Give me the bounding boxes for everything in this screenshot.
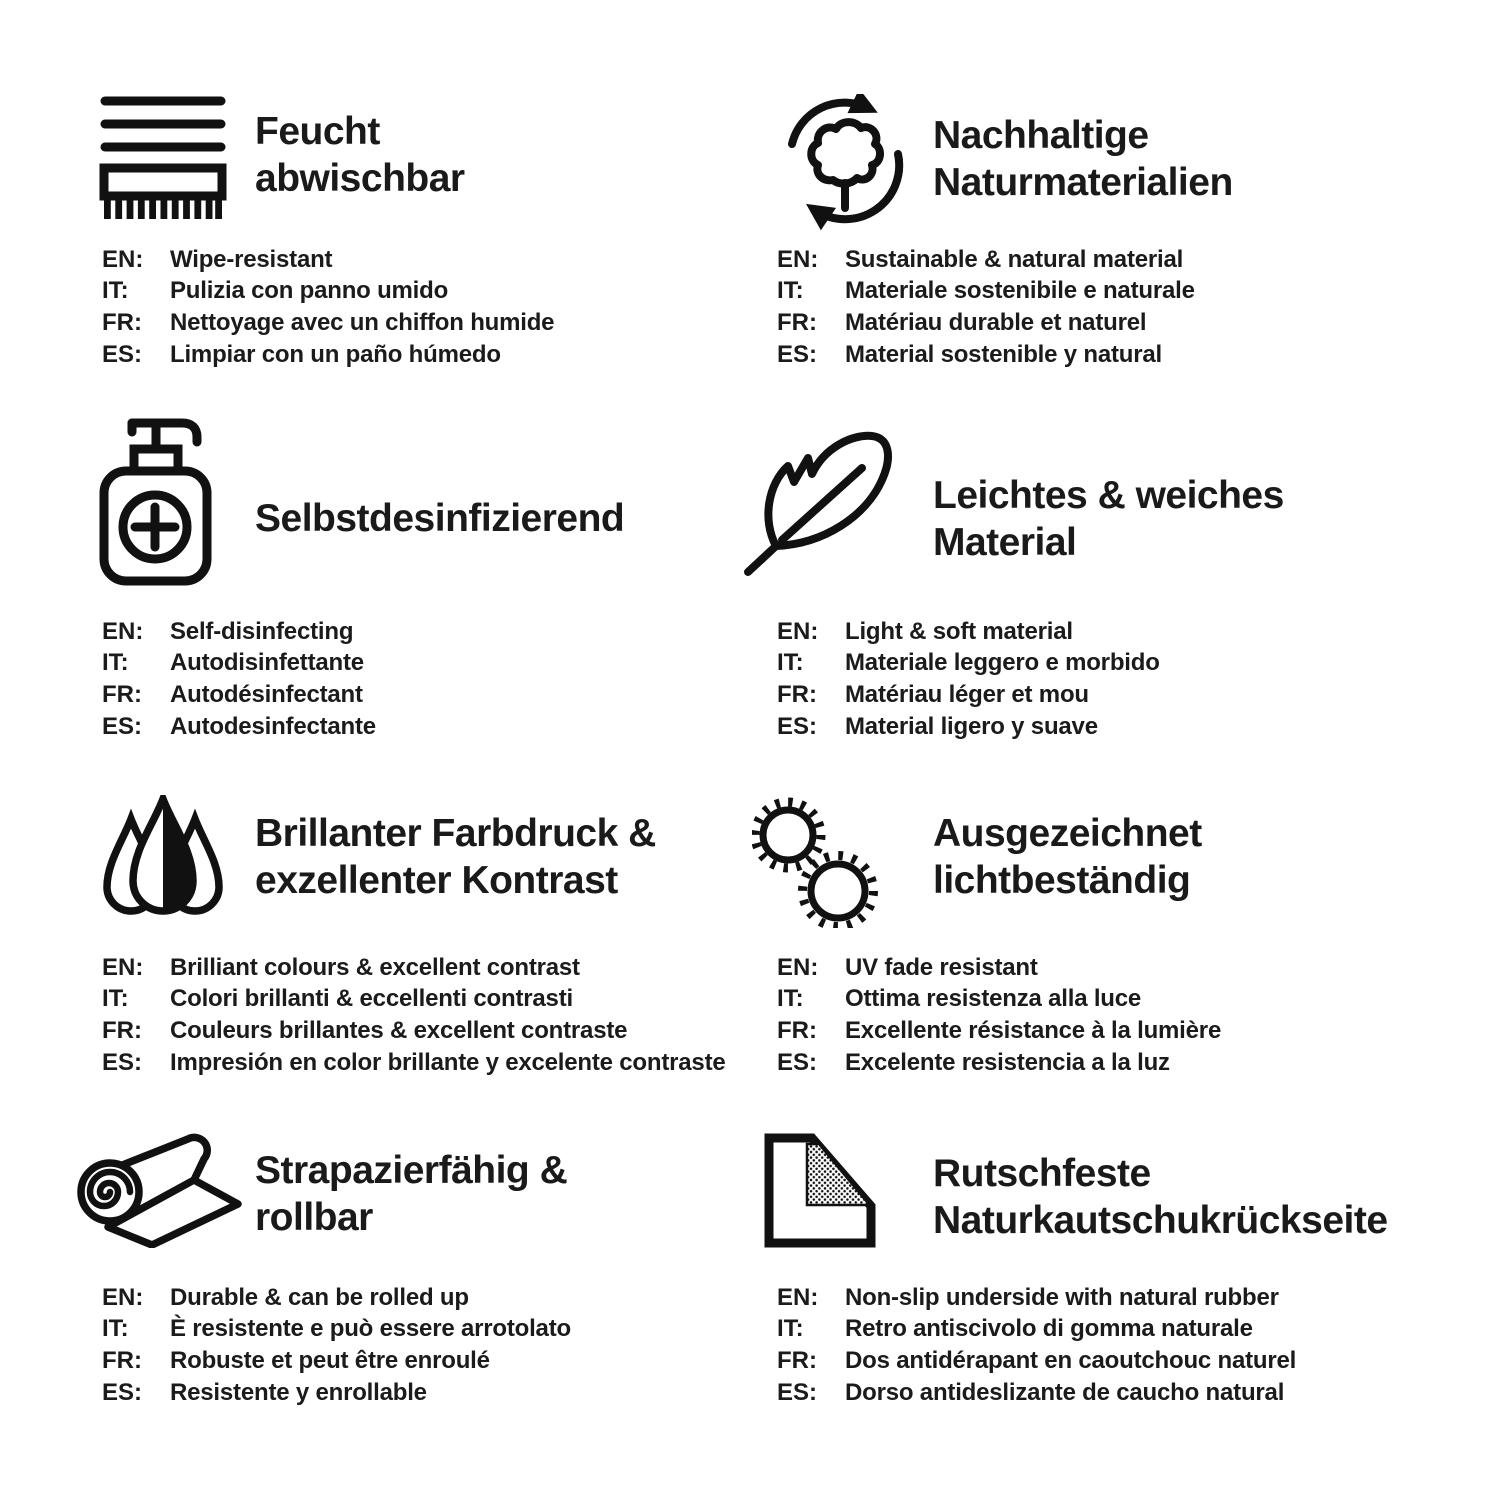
translation-row [777,1377,1296,1409]
lang-label: EN: [777,617,819,645]
translation-text: Materiale leggero e morbido [845,649,1160,677]
translation-text: Material sostenible y natural [845,340,1162,368]
lang-label: EN: [777,1283,819,1311]
lang-label: ES: [777,1048,818,1076]
lang-label: EN: [777,245,819,273]
lang-label: EN: [102,953,144,981]
lang-label: FR: [777,308,817,336]
title-line: Naturkautschukrückseite [933,1199,1388,1242]
title-line: Rutschfeste [933,1152,1151,1195]
translation-text: Autodisinfettante [170,649,364,677]
translation-text: UV fade resistant [845,953,1038,981]
lang-label: ES: [102,340,143,368]
title-line: Selbstdesinfizierend [255,497,625,540]
title-line: Ausgezeichnet [933,812,1202,855]
lang-label: IT: [777,985,804,1013]
translation-text: Dorso antideslizante de caucho natural [845,1378,1285,1406]
translation-text: Materiale sostenibile e naturale [845,277,1195,305]
lang-label: FR: [777,1346,817,1374]
title-line: Nachhaltige [933,114,1149,157]
translation-row [777,1282,1296,1314]
feature-title [933,1150,1388,1244]
title-line: Strapazierfähig & [255,1149,568,1192]
lang-label: ES: [102,1048,143,1076]
lang-label: IT: [102,649,129,677]
translation-row [777,1314,1296,1346]
lang-label: IT: [777,649,804,677]
translation-text: Colori brillanti & eccellenti contrasti [170,985,573,1013]
translation-text: Limpiar con un paño húmedo [170,340,501,368]
title-line: Material [933,521,1077,564]
lang-label: FR: [102,308,142,336]
title-line: lichtbeständig [933,859,1191,902]
lang-label: IT: [102,277,129,305]
lang-label: FR: [102,1346,142,1374]
title-line: Leichtes & weiches [933,474,1284,517]
translation-text: Durable & can be rolled up [170,1283,469,1311]
lang-label: EN: [102,617,144,645]
title-line: Naturmaterialien [933,161,1233,204]
translation-text: Nettoyage avec un chiffon humide [170,308,555,336]
lang-label: IT: [102,985,129,1013]
title-line: Feucht [255,110,380,153]
title-line: exzellenter Kontrast [255,859,618,902]
translation-text: Light & soft material [845,617,1073,645]
translation-text: Autodesinfectante [170,712,376,740]
lang-label: FR: [102,1016,142,1044]
translation-text: Excellente résistance à la lumière [845,1016,1222,1044]
lang-label: IT: [777,1315,804,1343]
translation-text: Impresión en color brillante y excelente contraste [170,1048,726,1076]
lang-label: EN: [102,245,144,273]
lang-label: ES: [777,340,818,368]
translation-text: Couleurs brillantes & excellent contraste [170,1016,628,1044]
lang-label: FR: [777,1016,817,1044]
translation-text: Dos antidérapant en caoutchouc naturel [845,1346,1297,1374]
translation-text: Brilliant colours & excellent contrast [170,953,580,981]
translation-text: Sustainable & natural material [845,245,1184,273]
lang-label: EN: [777,953,819,981]
translation-text: Resistente y enrollable [170,1378,427,1406]
translation-text: Matériau léger et mou [845,680,1089,708]
lang-label: EN: [102,1283,144,1311]
title-line: Brillanter Farbdruck & [255,812,656,855]
translation-text: È resistente e può essere arrotolato [170,1315,571,1343]
translation-text: Wipe-resistant [170,245,333,273]
translation-list [777,1282,1296,1408]
translation-text: Matériau durable et naturel [845,308,1147,336]
lang-label: ES: [777,1378,818,1406]
lang-label: ES: [777,712,818,740]
translation-text: Excelente resistencia a la luz [845,1048,1170,1076]
translation-text: Self-disinfecting [170,617,354,645]
translation-text: Pulizia con panno umido [170,277,449,305]
translation-text: Non-slip underside with natural rubber [845,1283,1279,1311]
lang-label: ES: [102,712,143,740]
translation-text: Material ligero y suave [845,712,1098,740]
translation-text: Retro antiscivolo di gomma naturale [845,1315,1253,1343]
translation-text: Ottima resistenza alla luce [845,985,1142,1013]
lang-label: FR: [102,680,142,708]
lang-label: IT: [777,277,804,305]
lang-label: FR: [777,680,817,708]
title-line: rollbar [255,1196,373,1239]
folded-corner-icon [762,1131,878,1250]
lang-label: IT: [102,1315,129,1343]
lang-label: ES: [102,1378,143,1406]
translation-text: Robuste et peut être enroulé [170,1346,490,1374]
translation-text: Autodésinfectant [170,680,363,708]
translation-row [777,1345,1296,1377]
title-line: abwischbar [255,157,465,200]
